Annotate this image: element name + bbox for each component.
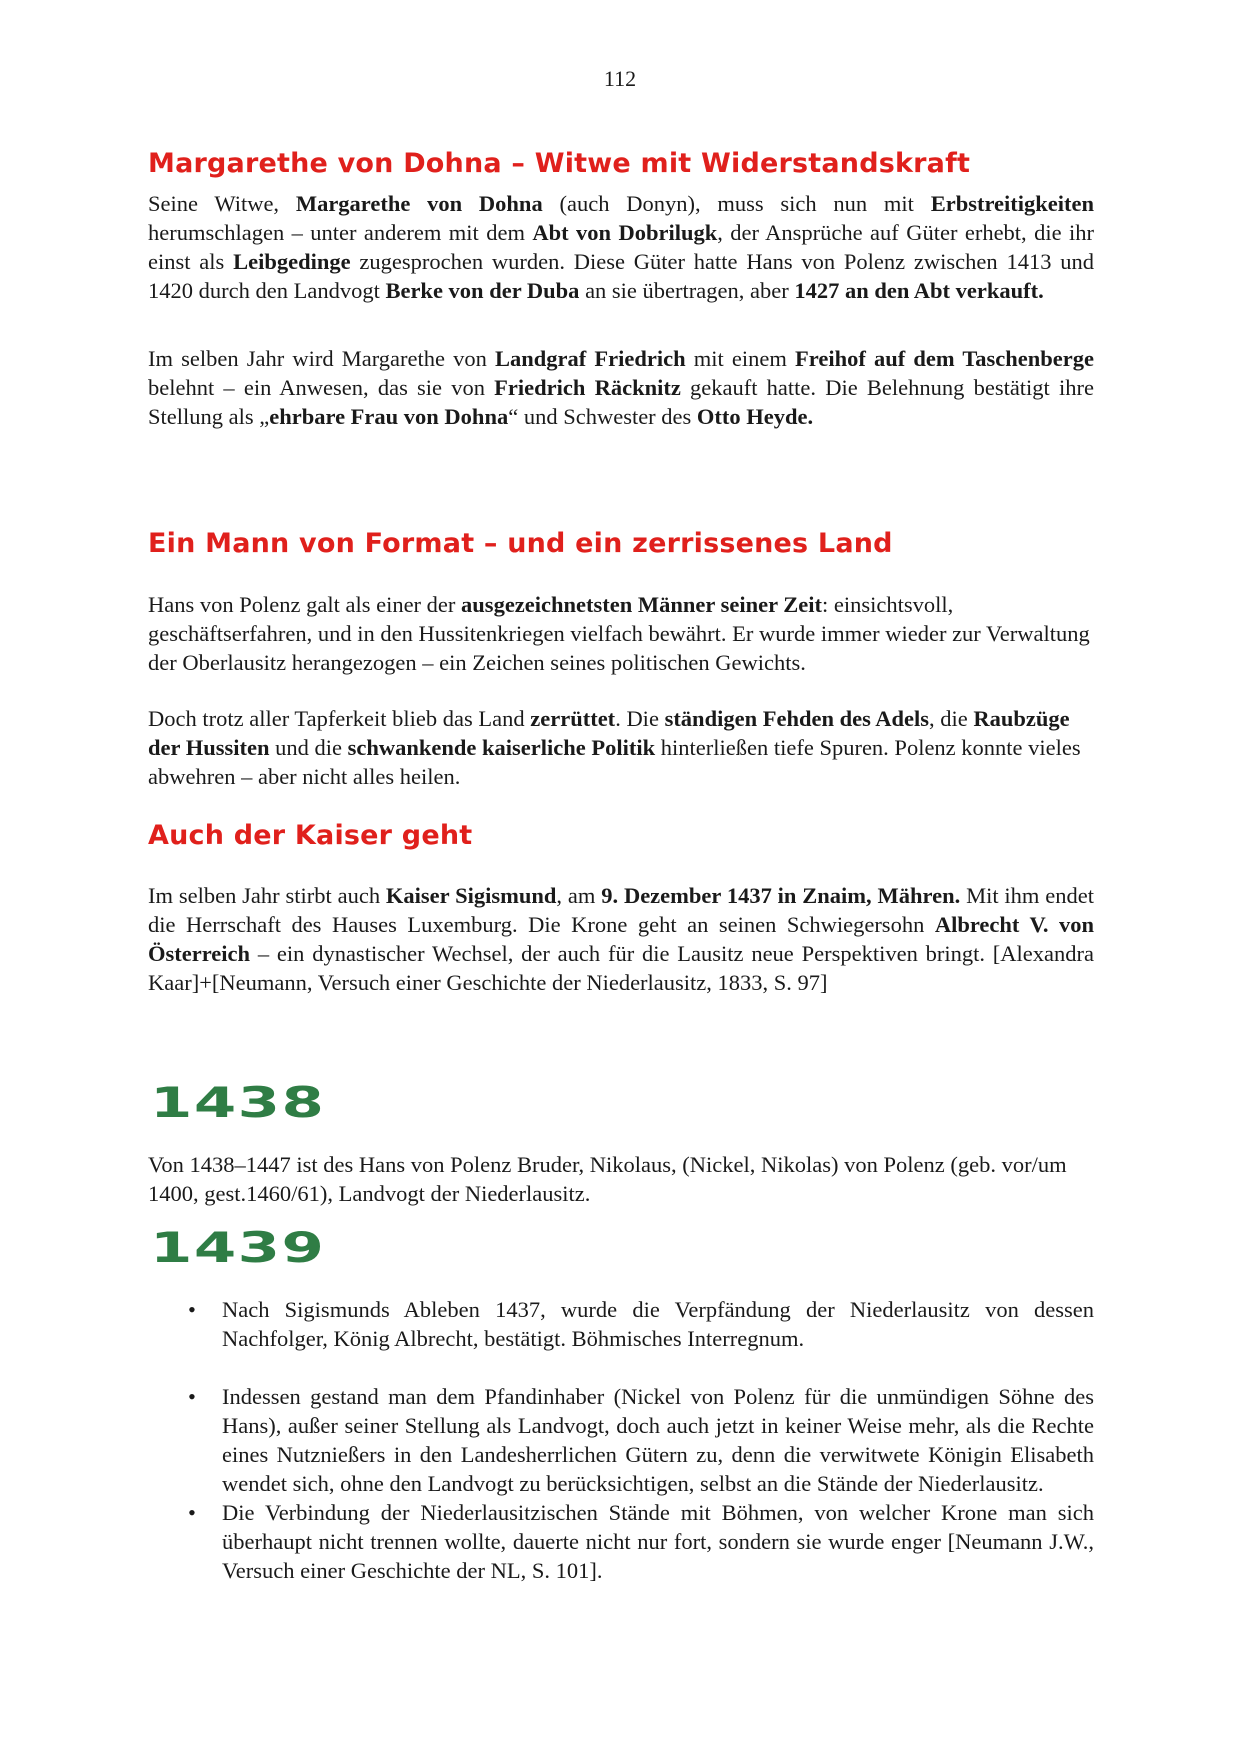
bold-text-run: Raubzüge der Hussiten <box>148 706 1070 760</box>
text-run: Doch trotz aller Tapferkeit blieb das Land <box>148 706 531 731</box>
text-run: mit einem <box>685 346 796 371</box>
bold-text-run: Landgraf Friedrich <box>495 346 686 371</box>
text-run: Seine Witwe, <box>148 191 296 216</box>
list-item <box>148 1295 1094 1353</box>
text-run: , am <box>556 883 602 908</box>
bold-text-run: zerrüttet <box>530 706 616 731</box>
bullet-dot: • <box>188 1500 196 1525</box>
paragraph-witwe <box>148 189 1094 305</box>
bold-text-run: Kaiser Sigismund <box>385 883 557 908</box>
heading-kaiser: Auch der Kaiser geht <box>148 820 473 851</box>
bold-text-run: 1427 an den Abt verkauft. <box>794 278 1044 303</box>
bold-text-run: Friedrich Räcknitz <box>494 375 681 400</box>
text-run: an sie übertragen, aber <box>579 278 795 303</box>
bold-text-run: ständigen Fehden des Adels <box>664 706 929 731</box>
bullet-list-1439 <box>148 1295 1094 1585</box>
bold-text-run: 9. Dezember 1437 in Znaim, Mähren. <box>601 883 961 908</box>
text-run: Im selben Jahr stirbt auch <box>148 883 386 908</box>
paragraph-kaiser-sigismund <box>148 881 1094 997</box>
bold-text-run: Otto Heyde. <box>696 404 814 429</box>
text-run: Mit ihm endet die Herrschaft des Hauses Luxemburg. Die Krone geht an seinen Schwiegersohn <box>148 883 1094 937</box>
bullet-dot: • <box>188 1297 196 1322</box>
text-run: . Die <box>615 706 665 731</box>
page-number: 112 <box>603 66 637 91</box>
text-run: , die <box>929 706 974 731</box>
bold-text-run: Erbstreitigkeiten <box>930 191 1095 216</box>
bold-text-run: Albrecht V. von Österreich <box>148 912 1094 966</box>
bold-text-run: Margarethe von Dohna <box>295 191 543 216</box>
list-item <box>148 1498 1094 1585</box>
year-heading-1438: 1438 <box>150 1078 326 1127</box>
bold-text-run: ausgezeichnetsten Männer seiner Zeit <box>461 592 823 617</box>
list-item <box>148 1382 1094 1498</box>
bold-text-run: Abt von Dobrilugk <box>532 220 718 245</box>
text-run: , der Ansprüche auf Güter erhebt, die ihr einst als <box>148 220 1094 274</box>
text-run: belehnt – ein Anwesen, das sie von <box>148 375 495 400</box>
bold-text-run: Freihof auf dem Taschenberge <box>795 346 1094 371</box>
text-run: (auch Donyn), muss sich nun mit <box>542 191 931 216</box>
bold-text-run: ehrbare Frau von Dohna <box>269 404 509 429</box>
text-run: Im selben Jahr wird Margarethe von <box>148 346 496 371</box>
text-run: Hans von Polenz galt als einer der <box>148 592 462 617</box>
heading-mann-von-format: Ein Mann von Format – und ein zerrissenes Land <box>148 528 893 559</box>
heading-margarethe: Margarethe von Dohna – Witwe mit Widerstandskraft <box>148 148 971 179</box>
bold-text-run: Leibgedinge <box>233 249 351 274</box>
list-item-text: Nach Sigismunds Ableben 1437, wurde die Verpfändung der Niederlausitz von dessen Nachfolger, König Albrecht, bestätigt. Böhmisches Interregnum. <box>222 1297 1094 1351</box>
paragraph-hans-von-polenz <box>148 590 1094 677</box>
list-item-text: Indessen gestand man dem Pfandinhaber (Nickel von Polenz für die unmündigen Söhne des Hans), außer seiner Stellung als Landvogt, doch auch jetzt in keiner Weise mehr, als die Rechte eines Nutznießers in den Landesherrlichen Gütern zu, denn die verwitwete Königin Elisabeth wendet sich, ohne den Landvogt zu berücksichtigen, selbst an die Stände der Niederlausitz. <box>222 1384 1094 1496</box>
text-run: “ und Schwester des <box>508 404 697 429</box>
bullet-dot: • <box>188 1384 196 1409</box>
paragraph-zerruettet <box>148 704 1094 791</box>
text-run: und die <box>269 735 348 760</box>
paragraph-belehnung <box>148 344 1094 431</box>
bold-text-run: schwankende kaiserliche Politik <box>347 735 656 760</box>
text-run: hinterließen tiefe Spuren. Polenz konnte vieles abwehren – aber nicht alles heilen. <box>148 735 1081 789</box>
text-run: gekauft hatte. Die Belehnung bestätigt ihre Stellung als „ <box>148 375 1094 429</box>
bold-text-run: Berke von der Duba <box>385 278 580 303</box>
paragraph-1438: Von 1438–1447 ist des Hans von Polenz Bruder, Nikolaus, (Nickel, Nikolas) von Polenz (geb. vor/um 1400, gest.1460/61), Landvogt der Niederlausitz. <box>148 1152 1067 1206</box>
year-heading-1439: 1439 <box>150 1223 326 1272</box>
text-run: zugesprochen wurden. Diese Güter hatte Hans von Polenz zwischen 1413 und 1420 durch den Landvogt <box>148 249 1094 303</box>
list-item-text: Die Verbindung der Niederlausitzischen Stände mit Böhmen, von welcher Krone man sich überhaupt nicht trennen wollte, dauerte nicht nur fort, sondern sie wurde enger [Neumann J.W., Versuch einer Geschichte der NL, S. 101]. <box>222 1500 1094 1583</box>
text-run: – ein dynastischer Wechsel, der auch für die Lausitz neue Perspektiven bringt. [Alexandra Kaar]+[Neumann, Versuch einer Geschichte der Niederlausitz, 1833, S. 97] <box>148 941 1094 995</box>
text-run: : einsichtsvoll, geschäftserfahren, und in den Hussitenkriegen vielfach bewährt. Er wurde immer wieder zur Verwaltung der Oberlausitz herangezogen – ein Zeichen seines politischen Gewichts. <box>148 592 1090 675</box>
text-run: herumschlagen – unter anderem mit dem <box>148 220 533 245</box>
